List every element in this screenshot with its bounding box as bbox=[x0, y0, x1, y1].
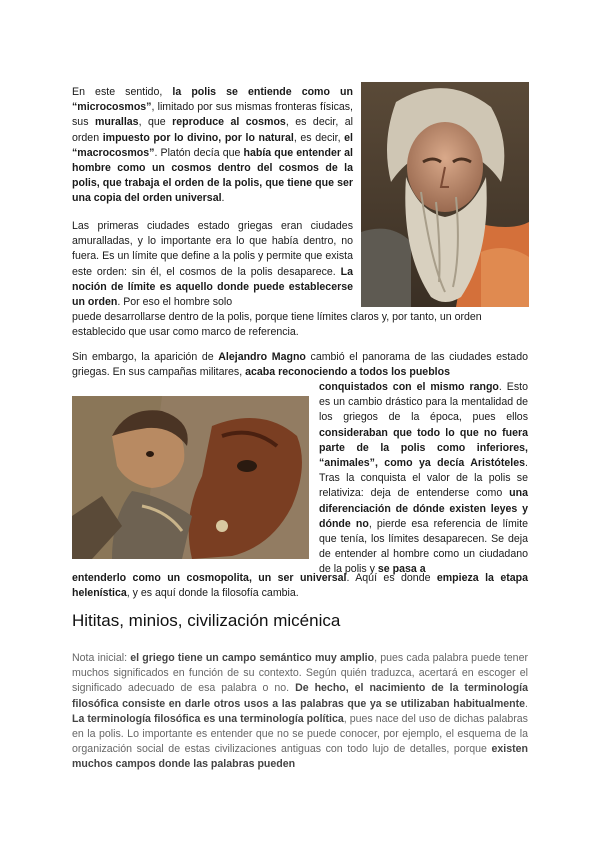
paragraph-ciudades-estado-continued bbox=[72, 310, 528, 340]
paragraph-nota-inicial bbox=[72, 651, 528, 773]
text-run: , pierde esa referencia de límite que tenía, los límites desaparecen. Se deja de entender al hombre como un ciudadano de la polis y bbox=[319, 517, 528, 576]
text-run: Nota inicial: bbox=[72, 652, 131, 664]
text-run: . bbox=[221, 192, 225, 205]
bold-text-run: entenderlo como un cosmopolita, un ser universal bbox=[72, 572, 347, 584]
bold-text-run: consideraban que todo lo que no fuera parte de la polis como inferiores, “animales”, como ya decía Aristóteles bbox=[319, 426, 528, 470]
paragraph-alejandro-magno bbox=[72, 350, 528, 380]
text-run: . Tras la conquista el valor de la polis se relativiza: deja de entenderse como bbox=[319, 457, 528, 500]
text-run: , limitado por sus mismas fronteras físicas, sus bbox=[72, 101, 353, 129]
text-run: . Esto es un cambio drástico para la mentalidad de los griegos de la época, pues ellos bbox=[319, 381, 528, 424]
text-run: puede desarrollarse dentro de la polis, porque tiene límites claros y, por tanto, un orden establecido que usar como marco de referencia. bbox=[72, 311, 482, 339]
paragraph-etapa-helenistica bbox=[72, 571, 528, 601]
paragraph-ciudades-estado bbox=[72, 219, 353, 310]
bold-text-run: La terminología filosófica es una terminología política bbox=[72, 712, 344, 725]
bold-text-run: De hecho, el nacimiento de la terminología filosófica consiste en darle otros usos a las palabras que ya se utilizaban habitualmente bbox=[72, 682, 528, 710]
text-run: . Platón decía que bbox=[154, 146, 244, 159]
text-run: Las primeras ciudades estado griegas eran ciudades amuralladas, y lo importante era lo que había dentro, no fuera. Es un límite que define a la polis y permite que exista este orden: sin él, el cosmos de la polis desaparece. bbox=[72, 220, 353, 278]
paragraph-microcosmos bbox=[72, 85, 353, 207]
bold-text-run: había que entender al hombre como un cosmos dentro del cosmos de la polis, que trabaja el orden de la polis, que tiene que ser una copia del orden universal bbox=[72, 146, 353, 205]
bold-text-run: existen muchos campos donde las palabras pueden bbox=[72, 743, 528, 771]
bold-text-run: una diferenciación de dónde existen leyes y dónde no bbox=[319, 487, 528, 530]
bold-text-run: empieza la etapa helenística bbox=[72, 572, 528, 600]
bold-text-run: la polis se entiende como un “microcosmos” bbox=[72, 86, 353, 114]
bold-text-run: se pasa a bbox=[377, 563, 426, 576]
bold-text-run: conquistados con el mismo rango bbox=[319, 381, 499, 393]
bold-text-run: Alejandro Magno bbox=[218, 351, 306, 363]
bold-text-run: impuesto por lo divino, por lo natural bbox=[102, 131, 294, 144]
text-run: cambió el panorama de las ciudades estado griegas. En sus campañas militares, bbox=[72, 351, 528, 379]
paragraph-alejandro-magno-continued bbox=[319, 380, 528, 578]
text-run: . bbox=[525, 697, 528, 710]
bold-text-run: reproduce al cosmos bbox=[172, 116, 286, 129]
text-run: En este sentido, bbox=[72, 86, 173, 98]
bold-text-run: acaba reconociendo a todos los pueblos bbox=[245, 366, 450, 379]
text-run: , es decir, al orden bbox=[72, 116, 353, 144]
text-run: , y es aquí donde la filosofía cambia. bbox=[126, 587, 299, 600]
text-run: . Aquí es donde bbox=[346, 572, 437, 584]
text-run: , que bbox=[138, 116, 173, 129]
plato-portrait-image bbox=[361, 82, 529, 307]
text-run: , pues cada palabra puede tener muchos significados en función de su contexto. Según quién traduzca, acertará en escoger el significado adecuado de esa palabra o no. bbox=[72, 652, 528, 695]
text-run: , pues nace del uso de dichas palabras en la polis. Lo importante es entender que no se puede conocer, por ejemplo, el esquema de la organización social de estas civilizaciones antiguas con todo lujo de detalles, porque bbox=[72, 712, 528, 756]
bold-text-run: el griego tiene un campo semántico muy amplio bbox=[130, 652, 375, 664]
bold-text-run: La noción de límite es aquello donde puede establecerse un orden bbox=[72, 265, 353, 309]
text-run: Sin embargo, la aparición de bbox=[72, 351, 219, 363]
bold-text-run: el “macrocosmos” bbox=[72, 131, 353, 159]
alexander-mosaic-image bbox=[72, 396, 309, 559]
section-heading: Hititas, minios, civilización micénica bbox=[72, 611, 341, 630]
bold-text-run: murallas bbox=[94, 116, 139, 129]
text-run: . Por eso el hombre solo bbox=[117, 296, 233, 309]
text-run: , es decir, bbox=[293, 131, 345, 144]
